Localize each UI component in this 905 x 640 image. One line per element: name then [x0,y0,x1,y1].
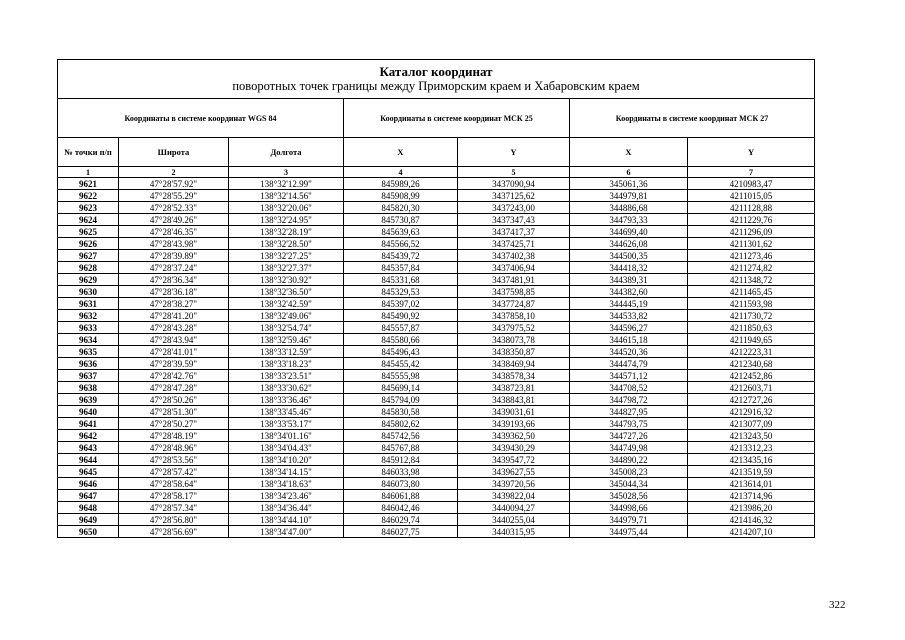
y-msk25-cell: 3437125,62 [458,190,570,202]
longitude-cell: 138°32'28.50" [229,238,344,250]
x-msk25-cell: 845699,14 [344,382,458,394]
y-msk25-cell: 3440255,04 [458,514,570,526]
column-header-longitude: Долгота [229,138,344,167]
x-msk25-cell: 845329,53 [344,286,458,298]
x-msk27-cell: 344389,31 [570,274,688,286]
longitude-cell: 138°34'44.10" [229,514,344,526]
x-msk27-cell: 345028,56 [570,490,688,502]
point-number-cell: 9631 [58,298,119,310]
longitude-cell: 138°33'30.62" [229,382,344,394]
x-msk27-cell: 344793,33 [570,214,688,226]
column-number-row [58,167,815,178]
table-row [58,310,815,322]
table-row [58,346,815,358]
x-msk27-cell: 344520,36 [570,346,688,358]
latitude-cell: 47°28'50.26" [119,394,229,406]
y-msk25-cell: 3438469,94 [458,358,570,370]
latitude-cell: 47°28'36.18" [119,286,229,298]
latitude-cell: 47°28'42.76" [119,370,229,382]
point-number-cell: 9623 [58,202,119,214]
latitude-cell: 47°28'57.92" [119,178,229,190]
longitude-cell: 138°33'45.46" [229,406,344,418]
point-number-cell: 9625 [58,226,119,238]
y-msk27-cell: 4211274,82 [688,262,815,274]
y-msk27-cell: 4211730,72 [688,310,815,322]
longitude-cell: 138°33'23.51" [229,370,344,382]
x-msk25-cell: 846027,75 [344,526,458,538]
page-subtitle: поворотных точек границы между Приморским краем и Хабаровским краем [232,79,640,93]
latitude-cell: 47°28'51.30" [119,406,229,418]
x-msk27-cell: 344727,26 [570,430,688,442]
latitude-cell: 47°28'39.59" [119,358,229,370]
point-number-cell: 9650 [58,526,119,538]
table-row [58,382,815,394]
x-msk25-cell: 845357,84 [344,262,458,274]
latitude-cell: 47°28'47.28" [119,382,229,394]
x-msk25-cell: 845566,52 [344,238,458,250]
latitude-cell: 47°28'58.17" [119,490,229,502]
x-msk27-cell: 344699,40 [570,226,688,238]
table-row [58,322,815,334]
x-msk25-cell: 845989,26 [344,178,458,190]
column-number: 3 [229,167,344,178]
table-row [58,394,815,406]
y-msk25-cell: 3439362,50 [458,430,570,442]
x-msk27-cell: 344500,35 [570,250,688,262]
point-number-cell: 9637 [58,370,119,382]
point-number-cell: 9640 [58,406,119,418]
y-msk27-cell: 4212603,71 [688,382,815,394]
group-header-msk25: Координаты в системе координат МСК 25 [344,99,570,138]
latitude-cell: 47°28'56.80" [119,514,229,526]
point-number-cell: 9638 [58,382,119,394]
latitude-cell: 47°28'43.94" [119,334,229,346]
x-msk27-cell: 344979,81 [570,190,688,202]
latitude-cell: 47°28'55.29" [119,190,229,202]
table-row [58,466,815,478]
y-msk25-cell: 3439031,61 [458,406,570,418]
y-msk25-cell: 3438578,34 [458,370,570,382]
y-msk27-cell: 4211593,98 [688,298,815,310]
point-number-cell: 9627 [58,250,119,262]
x-msk25-cell: 845908,99 [344,190,458,202]
y-msk27-cell: 4213986,20 [688,502,815,514]
y-msk27-cell: 4213077,09 [688,418,815,430]
y-msk25-cell: 3439627,55 [458,466,570,478]
longitude-cell: 138°32'59.46" [229,334,344,346]
x-msk25-cell: 845912,84 [344,454,458,466]
y-msk27-cell: 4211850,63 [688,322,815,334]
table-row [58,418,815,430]
y-msk25-cell: 3438843,81 [458,394,570,406]
table-row [58,358,815,370]
table-row [58,334,815,346]
y-msk27-cell: 4211301,62 [688,238,815,250]
latitude-cell: 47°28'43.98" [119,238,229,250]
latitude-cell: 47°28'57.34" [119,502,229,514]
coordinate-catalog-sheet [57,59,814,538]
y-msk25-cell: 3437347,43 [458,214,570,226]
table-row [58,250,815,262]
latitude-cell: 47°28'41.01" [119,346,229,358]
y-msk25-cell: 3437858,10 [458,310,570,322]
table-row [58,262,815,274]
x-msk27-cell: 344615,18 [570,334,688,346]
longitude-cell: 138°34'47.00" [229,526,344,538]
y-msk25-cell: 3440094,27 [458,502,570,514]
latitude-cell: 47°28'56.69" [119,526,229,538]
point-number-cell: 9629 [58,274,119,286]
table-row [58,370,815,382]
column-header-point: № точки п/п [58,138,119,167]
y-msk27-cell: 4212223,31 [688,346,815,358]
y-msk25-cell: 3439720,56 [458,478,570,490]
y-msk25-cell: 3437417,37 [458,226,570,238]
table-row [58,442,815,454]
table-row [58,286,815,298]
x-msk27-cell: 344749,98 [570,442,688,454]
group-header-msk27: Координаты в системе координат МСК 27 [570,99,815,138]
table-row [58,214,815,226]
y-msk25-cell: 3437090,94 [458,178,570,190]
table-row [58,502,815,514]
y-msk25-cell: 3438073,78 [458,334,570,346]
column-header-y-msk25: Y [458,138,570,167]
x-msk27-cell: 344886,68 [570,202,688,214]
point-number-cell: 9621 [58,178,119,190]
x-msk25-cell: 845455,42 [344,358,458,370]
point-number-cell: 9643 [58,442,119,454]
table-row [58,430,815,442]
x-msk25-cell: 845639,63 [344,226,458,238]
y-msk27-cell: 4211229,76 [688,214,815,226]
y-msk27-cell: 4212916,32 [688,406,815,418]
x-msk25-cell: 845580,66 [344,334,458,346]
column-header-x-msk25: X [344,138,458,167]
y-msk27-cell: 4214207,10 [688,526,815,538]
y-msk25-cell: 3437425,71 [458,238,570,250]
x-msk27-cell: 344798,72 [570,394,688,406]
y-msk25-cell: 3437975,52 [458,322,570,334]
table-row [58,190,815,202]
table-row [58,514,815,526]
point-number-cell: 9633 [58,322,119,334]
y-msk25-cell: 3437406,94 [458,262,570,274]
latitude-cell: 47°28'48.96" [119,442,229,454]
x-msk25-cell: 846029,74 [344,514,458,526]
latitude-cell: 47°28'52.33" [119,202,229,214]
point-number-cell: 9636 [58,358,119,370]
y-msk27-cell: 4211296,09 [688,226,815,238]
y-msk27-cell: 4212727,26 [688,394,815,406]
table-row [58,274,815,286]
y-msk27-cell: 4214146,32 [688,514,815,526]
latitude-cell: 47°28'57.42" [119,466,229,478]
longitude-cell: 138°32'36.50" [229,286,344,298]
longitude-cell: 138°32'49.06" [229,310,344,322]
x-msk25-cell: 845730,87 [344,214,458,226]
longitude-cell: 138°33'18.23" [229,358,344,370]
x-msk27-cell: 344998,66 [570,502,688,514]
latitude-cell: 47°28'41.20" [119,310,229,322]
latitude-cell: 47°28'53.56" [119,454,229,466]
latitude-cell: 47°28'38.27" [119,298,229,310]
x-msk27-cell: 345044,34 [570,478,688,490]
y-msk27-cell: 4213519,59 [688,466,815,478]
longitude-cell: 138°33'12.59" [229,346,344,358]
table-row [58,406,815,418]
x-msk25-cell: 845767,88 [344,442,458,454]
longitude-cell: 138°32'24.95" [229,214,344,226]
y-msk27-cell: 4211273,46 [688,250,815,262]
point-number-cell: 9632 [58,310,119,322]
y-msk25-cell: 3437598,85 [458,286,570,298]
y-msk27-cell: 4213243,50 [688,430,815,442]
latitude-cell: 47°28'37.24" [119,262,229,274]
x-msk25-cell: 845397,02 [344,298,458,310]
column-header-y-msk27: Y [688,138,815,167]
x-msk25-cell: 845557,87 [344,322,458,334]
latitude-cell: 47°28'48.19" [119,430,229,442]
point-number-cell: 9649 [58,514,119,526]
point-number-cell: 9628 [58,262,119,274]
y-msk27-cell: 4213312,23 [688,442,815,454]
point-number-cell: 9635 [58,346,119,358]
x-msk27-cell: 344979,71 [570,514,688,526]
x-msk25-cell: 845820,30 [344,202,458,214]
table-row [58,478,815,490]
longitude-cell: 138°32'14.56" [229,190,344,202]
y-msk25-cell: 3440315,95 [458,526,570,538]
longitude-cell: 138°32'20.06" [229,202,344,214]
y-msk25-cell: 3437724,87 [458,298,570,310]
y-msk27-cell: 4211015,05 [688,190,815,202]
point-number-cell: 9641 [58,418,119,430]
longitude-cell: 138°32'12.99" [229,178,344,190]
x-msk27-cell: 344533,82 [570,310,688,322]
x-msk25-cell: 846042,46 [344,502,458,514]
table-row [58,454,815,466]
longitude-cell: 138°32'28.19" [229,226,344,238]
latitude-cell: 47°28'46.35" [119,226,229,238]
y-msk25-cell: 3437481,91 [458,274,570,286]
longitude-cell: 138°33'53.17" [229,418,344,430]
table-row [58,226,815,238]
latitude-cell: 47°28'50.27" [119,418,229,430]
column-number: 5 [458,167,570,178]
x-msk25-cell: 845331,68 [344,274,458,286]
coordinate-rows [58,178,815,538]
x-msk25-cell: 845439,72 [344,250,458,262]
longitude-cell: 138°34'10.20" [229,454,344,466]
column-header-latitude: Широта [119,138,229,167]
x-msk25-cell: 846061,88 [344,490,458,502]
y-msk25-cell: 3438723,81 [458,382,570,394]
column-number: 4 [344,167,458,178]
page-title: Каталог координат [379,64,493,79]
y-msk27-cell: 4212452,86 [688,370,815,382]
x-msk25-cell: 845802,62 [344,418,458,430]
x-msk27-cell: 344708,52 [570,382,688,394]
y-msk25-cell: 3438350,87 [458,346,570,358]
point-number-cell: 9644 [58,454,119,466]
longitude-cell: 138°32'27.25" [229,250,344,262]
y-msk27-cell: 4211348,72 [688,274,815,286]
y-msk25-cell: 3439822,04 [458,490,570,502]
x-msk25-cell: 845490,92 [344,310,458,322]
table-row [58,298,815,310]
x-msk27-cell: 344975,44 [570,526,688,538]
y-msk27-cell: 4213614,01 [688,478,815,490]
x-msk27-cell: 344418,32 [570,262,688,274]
point-number-cell: 9630 [58,286,119,298]
latitude-cell: 47°28'58.64" [119,478,229,490]
x-msk27-cell: 345061,36 [570,178,688,190]
y-msk27-cell: 4213714,96 [688,490,815,502]
longitude-cell: 138°34'01.16" [229,430,344,442]
point-number-cell: 9639 [58,394,119,406]
point-number-cell: 9622 [58,190,119,202]
x-msk25-cell: 845830,58 [344,406,458,418]
x-msk25-cell: 846033,98 [344,466,458,478]
point-number-cell: 9646 [58,478,119,490]
column-number: 7 [688,167,815,178]
column-header-x-msk27: X [570,138,688,167]
point-number-cell: 9648 [58,502,119,514]
x-msk27-cell: 344596,27 [570,322,688,334]
longitude-cell: 138°34'36.44" [229,502,344,514]
x-msk27-cell: 344890,22 [570,454,688,466]
longitude-cell: 138°34'14.15" [229,466,344,478]
x-msk27-cell: 344474,79 [570,358,688,370]
x-msk27-cell: 344793,75 [570,418,688,430]
y-msk25-cell: 3437243,00 [458,202,570,214]
latitude-cell: 47°28'36.34" [119,274,229,286]
longitude-cell: 138°34'18.63" [229,478,344,490]
y-msk27-cell: 4211949,65 [688,334,815,346]
y-msk25-cell: 3439430,29 [458,442,570,454]
y-msk25-cell: 3439193,66 [458,418,570,430]
y-msk25-cell: 3437402,38 [458,250,570,262]
longitude-cell: 138°33'36.46" [229,394,344,406]
x-msk27-cell: 344382,60 [570,286,688,298]
x-msk25-cell: 845555,98 [344,370,458,382]
table-row [58,490,815,502]
x-msk25-cell: 845742,56 [344,430,458,442]
y-msk27-cell: 4212340,68 [688,358,815,370]
x-msk25-cell: 845496,43 [344,346,458,358]
x-msk27-cell: 344827,95 [570,406,688,418]
page-number: 322 [829,599,846,611]
longitude-cell: 138°32'54.74" [229,322,344,334]
x-msk27-cell: 344571,12 [570,370,688,382]
y-msk27-cell: 4210983,47 [688,178,815,190]
y-msk25-cell: 3439547,72 [458,454,570,466]
y-msk27-cell: 4211465,45 [688,286,815,298]
point-number-cell: 9634 [58,334,119,346]
longitude-cell: 138°34'04.43" [229,442,344,454]
y-msk27-cell: 4211128,88 [688,202,815,214]
point-number-cell: 9624 [58,214,119,226]
table-row [58,238,815,250]
latitude-cell: 47°28'43.28" [119,322,229,334]
point-number-cell: 9642 [58,430,119,442]
x-msk25-cell: 846073,80 [344,478,458,490]
latitude-cell: 47°28'39.89" [119,250,229,262]
point-number-cell: 9626 [58,238,119,250]
x-msk27-cell: 345008,23 [570,466,688,478]
longitude-cell: 138°34'23.46" [229,490,344,502]
point-number-cell: 9645 [58,466,119,478]
x-msk27-cell: 344445,19 [570,298,688,310]
y-msk27-cell: 4213435,16 [688,454,815,466]
x-msk27-cell: 344626,08 [570,238,688,250]
point-number-cell: 9647 [58,490,119,502]
table-title-cell [58,60,815,99]
group-header-wgs84: Координаты в системе координат WGS 84 [58,99,344,138]
column-number: 1 [58,167,119,178]
latitude-cell: 47°28'49.26" [119,214,229,226]
column-number: 2 [119,167,229,178]
column-number: 6 [570,167,688,178]
longitude-cell: 138°32'27.37" [229,262,344,274]
coordinate-table [57,59,815,538]
table-row [58,178,815,190]
longitude-cell: 138°32'30.92" [229,274,344,286]
table-row [58,526,815,538]
table-row [58,202,815,214]
x-msk25-cell: 845794,09 [344,394,458,406]
longitude-cell: 138°32'42.59" [229,298,344,310]
